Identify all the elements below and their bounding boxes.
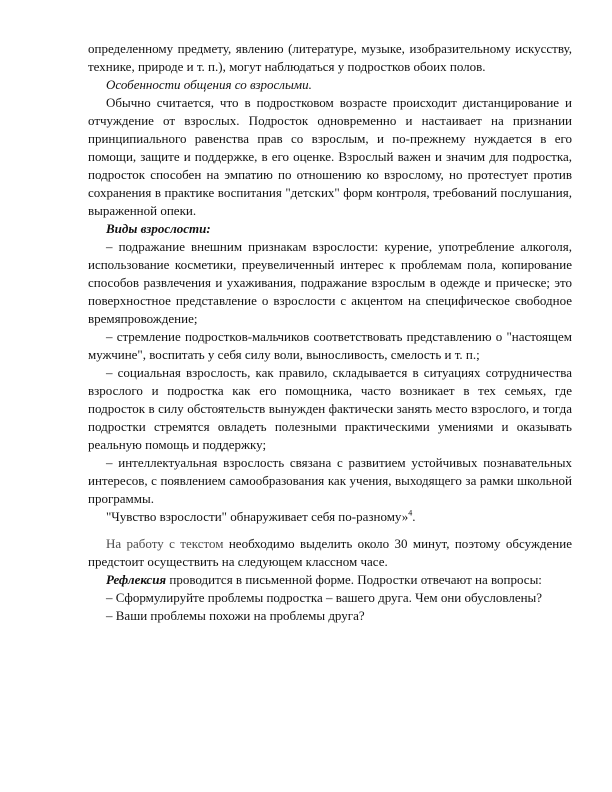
paragraph-continuation: определенному предмету, явлению (литературе, музыке, изобразительному искусству, технике, природе и т. п.), могут наблюдаться у подростков обоих полов.	[88, 41, 572, 74]
document-page	[88, 40, 572, 625]
paragraph-feeling-of-adulthood	[88, 508, 572, 526]
reflection-text: проводится в письменной форме. Подростки отвечают на вопросы:	[166, 572, 542, 587]
list-item-real-man: – стремление подростков-мальчиков соответствовать представлению о "настоящем мужчине", воспитать у себя силу воли, выносливость, смелость и т. п.;	[88, 329, 572, 362]
paragraph-reflection	[88, 571, 572, 589]
reflection-label: Рефлексия	[106, 572, 167, 587]
paragraph-text-work	[88, 535, 572, 571]
text-work-lead: На работу с текстом	[106, 536, 224, 551]
question-1: – Сформулируйте проблемы подростка – вашего друга. Чем они обусловлены?	[106, 590, 543, 605]
text-work-rest: необходимо выделить около 30 минут, поэтому обсуждение предстоит осуществить на следующем классном часе.	[88, 536, 572, 569]
paragraph-adult-communication: Обычно считается, что в подростковом возрасте происходит дистанцирование и отчуждение от взрослых. Подросток одновременно и настаивает на признании принципиального равенства прав со взрослым, и по-прежнему нуждается в его помощи, защите и поддержке, в его оценке. Взрослый важен и значим для подростка, подросток способен на эмпатию по отношению ко взрослому, но протестует против сохранения в практике воспитания "детских" форм контроля, требований послушания, выраженной опеки.	[88, 95, 572, 218]
footnote-reference: 4	[408, 508, 413, 518]
heading-adult-communication: Особенности общения со взрослыми.	[106, 77, 312, 92]
feeling-text: "Чувство взрослости" обнаруживает себя по-разному»	[106, 509, 409, 524]
list-item-social: – социальная взрослость, как правило, складывается в ситуациях сотрудничества взрослого и подростка как его помощника, часто возникает в тех семьях, где подросток в силу обстоятельств вынужден фактически занять место взрослого, и тогда подростки стремятся овладеть полезными практическими умениями и оказывать реальную помощь и поддержку;	[88, 365, 572, 452]
feeling-end: .	[412, 509, 416, 524]
heading-types-of-adulthood: Виды взрослости:	[106, 221, 211, 236]
list-item-imitation: – подражание внешним признакам взрослости: курение, употребление алкоголя, использование косметики, преувеличенный интерес к проблемам пола, копирование способов развлечения и ухаживания, подражание взрослым в одежде и прическе; это поверхностное представление о взрослости с акцентом на специфическое свободное времяпровождение;	[88, 239, 572, 326]
question-2: – Ваши проблемы похожи на проблемы друга?	[106, 608, 365, 623]
list-item-intellectual: – интеллектуальная взрослость связана с развитием устойчивых познавательных интересов, с появлением самообразования как учения, выходящего за рамки школьной программы.	[88, 455, 572, 506]
